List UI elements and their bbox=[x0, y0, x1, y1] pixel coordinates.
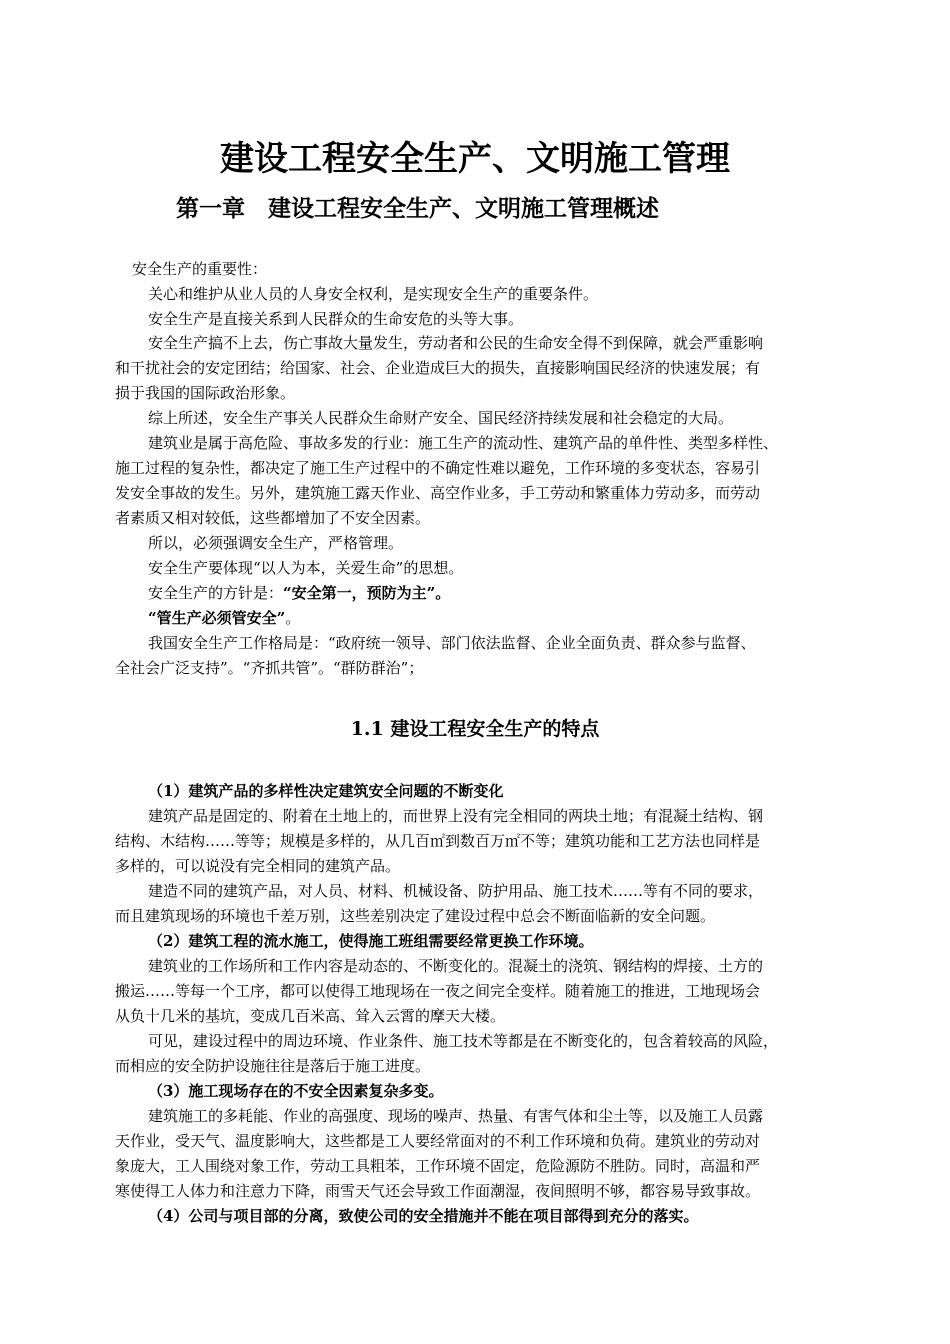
paragraph: 关心和维护从业人员的人身安全权利，是实现安全生产的重要条件。 bbox=[148, 285, 599, 303]
paragraph-line: 多样的，可以说没有完全相同的建筑产品。 bbox=[115, 857, 401, 875]
item-heading: （1）建筑产品的多样性决定建筑安全问题的不断变化 bbox=[148, 782, 504, 800]
document-title: 建设工程安全生产、文明施工管理 bbox=[220, 139, 730, 179]
section-title: 1.1 建设工程安全生产的特点 bbox=[350, 718, 600, 740]
item-heading: （4）公司与项目部的分离，致使公司的安全措施并不能在项目部得到充分的落实。 bbox=[148, 1207, 699, 1225]
paragraph: 安全生产要体现“以人为本，关爱生命”的思想。 bbox=[148, 559, 464, 577]
paragraph-line: 寒使得工人体力和注意力下降，雨雪天气还会导致工作面潮湿，夜间照明不够，都容易导致事故。 bbox=[115, 1182, 761, 1200]
paragraph-line: 施工过程的复杂性，都决定了施工生产过程中的不确定性难以避免，工作环境的多变状态，容易引 bbox=[115, 459, 761, 477]
paragraph-line: 建筑施工的多耗能、作业的高强度、现场的噪声、热量、有害气体和尘土等，以及施工人员露 bbox=[148, 1107, 764, 1125]
policy-suffix: 。 bbox=[285, 609, 301, 627]
paragraph-line: 损于我国的国际政治形象。 bbox=[115, 384, 296, 402]
chapter-heading: 第一章 建设工程安全生产、文明施工管理概述 bbox=[176, 195, 659, 222]
policy-line bbox=[148, 586, 450, 601]
paragraph-line: 发安全事故的发生。另外，建筑施工露天作业、高空作业多，手工劳动和繁重体力劳动多，而劳动 bbox=[115, 484, 761, 502]
intro-heading: 安全生产的重要性： bbox=[132, 260, 268, 278]
paragraph-line: 结构、木结构……等等；规模是多样的，从几百㎡到数百万㎡不等；建筑功能和工艺方法也同样是 bbox=[115, 832, 761, 850]
item-heading: （3）施工现场存在的不安全因素复杂多变。 bbox=[148, 1082, 444, 1100]
paragraph-line: 我国安全生产工作格局是：“政府统一领导、部门依法监督、企业全面负责、群众参与监督、 bbox=[148, 634, 756, 652]
policy-motto: “安全第一，预防为主”。 bbox=[283, 584, 451, 602]
paragraph-line: 从负十几米的基坑，变成几百米高、耸入云霄的摩天大楼。 bbox=[115, 1007, 506, 1025]
paragraph-line: 天作业，受天气、温度影响大，这些都是工人要经常面对的不利工作环境和负荷。建筑业的劳动对 bbox=[115, 1132, 761, 1150]
item-heading: （2）建筑工程的流水施工，使得施工班组需要经常更换工作环境。 bbox=[148, 932, 594, 950]
paragraph-line: 安全生产搞不上去，伤亡事故大量发生，劳动者和公民的生命安全得不到保障，就会严重影响 bbox=[148, 334, 764, 352]
policy-line bbox=[148, 611, 300, 626]
policy-motto: “管生产必须管安全” bbox=[148, 609, 286, 627]
paragraph-line: 搬运……等每一个工序，都可以使得工地现场在一夜之间完全变样。随着施工的推进，工地现场会 bbox=[115, 982, 761, 1000]
paragraph: 安全生产是直接关系到人民群众的生命安危的头等大事。 bbox=[148, 310, 524, 328]
paragraph-line: 全社会广泛支持”。“齐抓共管”。“群防群治”； bbox=[115, 659, 424, 677]
paragraph-line: 建筑业是属于高危险、事故多发的行业：施工生产的流动性、建筑产品的单件性、类型多样性、 bbox=[148, 434, 779, 452]
paragraph-line: 而且建筑现场的环境也千差万别，这些差别决定了建设过程中总会不断面临新的安全问题。 bbox=[115, 907, 716, 925]
paragraph-line: 可见，建设过程中的周边环境、作业条件、施工技术等都是在不断变化的，包含着较高的风险， bbox=[148, 1032, 779, 1050]
policy-prefix: 安全生产的方针是： bbox=[148, 584, 284, 602]
paragraph: 所以，必须强调安全生产，严格管理。 bbox=[148, 534, 404, 552]
paragraph: 综上所述，安全生产事关人民群众生命财产安全、国民经济持续发展和社会稳定的大局。 bbox=[148, 409, 734, 427]
paragraph-line: 建筑产品是固定的、附着在土地上的，而世界上没有完全相同的两块土地；有混凝土结构、钢 bbox=[148, 807, 764, 825]
paragraph-line: 和干扰社会的安定团结；给国家、社会、企业造成巨大的损失，直接影响国民经济的快速发展；有 bbox=[115, 359, 761, 377]
paragraph-line: 建造不同的建筑产品，对人员、材料、机械设备、防护用品、施工技术……等有不同的要求， bbox=[148, 882, 764, 900]
paragraph-line: 象庞大，工人围绕对象工作，劳动工具粗苯，工作环境不固定，危险源防不胜防。同时，高温和严 bbox=[115, 1157, 761, 1175]
paragraph-line: 而相应的安全防护设施往往是落后于施工进度。 bbox=[115, 1057, 431, 1075]
paragraph-line: 建筑业的工作场所和工作内容是动态的、不断变化的。混凝土的浇筑、钢结构的焊接、土方的 bbox=[148, 957, 764, 975]
paragraph-line: 者素质又相对较低，这些都增加了不安全因素。 bbox=[115, 509, 431, 527]
